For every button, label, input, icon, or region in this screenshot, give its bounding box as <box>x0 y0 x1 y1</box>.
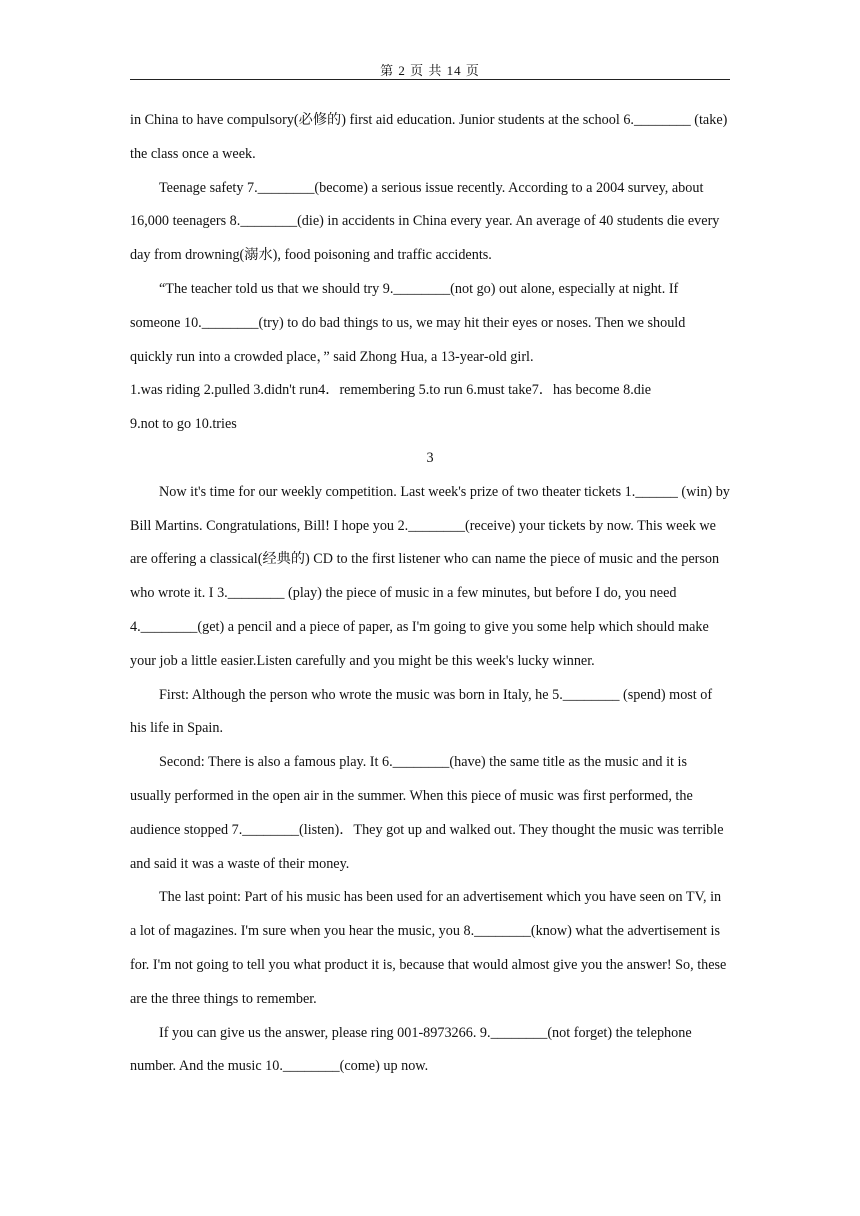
passage-paragraph: First: Although the person who wrote the music was born in Italy, he 5.________ (spend) most of his life in Spain. <box>130 686 713 737</box>
passage-paragraph: Now it's time for our weekly competition. Last week's prize of two theater tickets 1.______ (win) by Bill Martins. Congratulations, Bill! I hope you 2.________(receive) your tickets by now. This week we are offering a classical(经典的) CD to the first listener who can name the piece of music and the person who wrote it. I 3.________ (play) the piece of music in a few minutes, but before I do, you need 4.________(get) a pencil and a piece of paper, as I'm going to give you some help which should make your job a little easier.Listen carefully and you might be this week's lucky winner. <box>130 483 730 669</box>
answer-key-line: 9.not to go 10.tries <box>130 416 237 433</box>
header-divider <box>130 79 730 80</box>
answer-key-line: 1.was riding 2.pulled 3.didn't run4．remembering 5.to run 6.must take7．has become 8.die <box>130 382 652 399</box>
passage-paragraph: in China to have compulsory(必修的) first aid education. Junior students at the school 6.________ (take) the class once a week. <box>130 112 728 162</box>
passage-paragraph: Second: There is also a famous play. It 6.________(have) the same title as the music and it is usually performed in the open air in the summer. When this piece of music was first performed, the audience stopped 7.________(listen)．They got up and walked out. They thought the music was terrible and said it was a waste of their money. <box>130 754 724 872</box>
passage-paragraph: Teenage safety 7.________(become) a serious issue recently. According to a 2004 survey, about 16,000 teenagers 8.________(die) in accidents in China every year. An average of 40 students die every day from drowning(溺水), food poisoning and traffic accidents. <box>130 179 720 264</box>
section-number: 3 <box>426 449 434 466</box>
page-header: 第 2 页 共 14 页 <box>380 63 480 78</box>
document-body <box>130 104 730 1084</box>
passage-paragraph: “The teacher told us that we should try 9.________(not go) out alone, especially at night. If someone 10.________(try) to do bad things to us, we may hit their eyes or noses. Then we should quickly run into a crowded place，” said Zhong Hua, a 13-year-old girl. <box>130 280 686 365</box>
passage-paragraph: If you can give us the answer, please ring 001-8973266. 9.________(not forget) the telephone number. And the music 10.________(come) up now. <box>130 1024 692 1075</box>
passage-paragraph: The last point: Part of his music has been used for an advertisement which you have seen on TV, in a lot of magazines. I'm sure when you hear the music, you 8.________(know) what the advertisement is for. I'm not going to tell you what product it is, because that would almost give you the answer! So, these are the three things to remember. <box>130 889 727 1007</box>
